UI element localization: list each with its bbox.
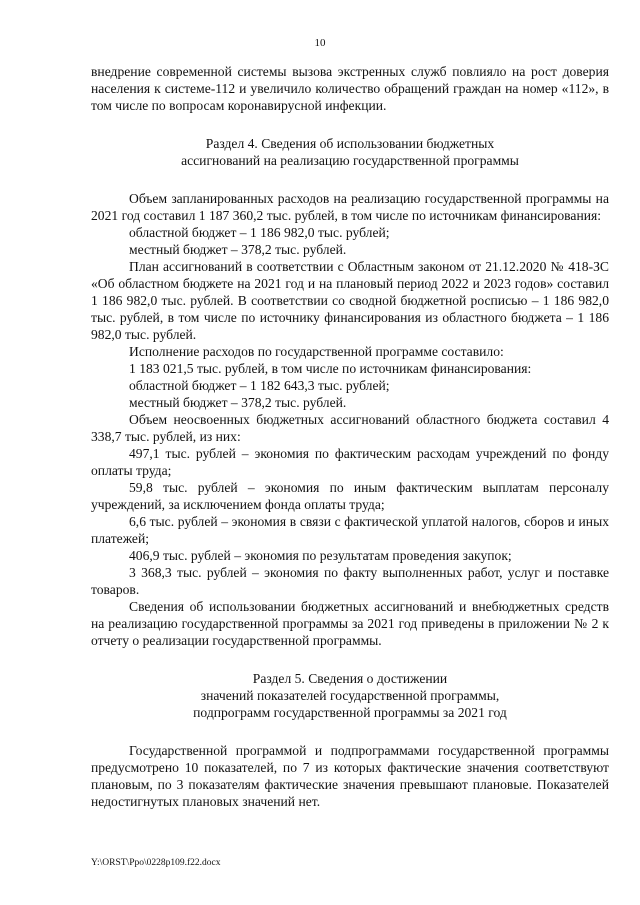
paragraph: областной бюджет – 1 186 982,0 тыс. рублей; <box>129 225 390 240</box>
section-4-title-line-1: Раздел 4. Сведения об использовании бюджетных <box>205 136 495 151</box>
paragraph: 497,1 тыс. рублей – экономия по фактическим расходам учреждений по фонду оплаты труда; <box>91 446 609 478</box>
paragraph: Сведения об использовании бюджетных ассигнований и внебюджетных средств на реализацию государственной программы за 2021 год приведены в приложении № 2 к отчету о реализации государственной программы. <box>91 599 609 648</box>
paragraph: Государственной программой и подпрограммами государственной программы предусмотрено 10 показателей, по 7 из которых фактические значения соответствуют плановым, по 3 показателям фактические значения превышают плановые. Показателей недостигнутых плановых значений нет. <box>91 743 609 809</box>
paragraph: 3 368,3 тыс. рублей – экономия по факту выполненных работ, услуг и поставке товаров. <box>91 565 609 597</box>
paragraph: местный бюджет – 378,2 тыс. рублей. <box>129 395 347 410</box>
paragraph: Объем запланированных расходов на реализацию государственной программы на 2021 год составил 1 187 360,2 тыс. рублей, в том числе по источникам финансирования: <box>91 191 609 223</box>
paragraph: местный бюджет – 378,2 тыс. рублей. <box>129 242 347 257</box>
section-5-title-line-2: значений показателей государственной программы, <box>200 688 500 703</box>
section-4-title-line-2: ассигнований на реализацию государственной программы <box>181 153 519 168</box>
paragraph-intro: внедрение современной системы вызова экстренных служб повлияло на рост доверия населения к системе-112 и увеличило количество обращений граждан на номер «112», в том числе по вопросам коронавирусной инфекции. <box>91 64 609 113</box>
file-path-footer: Y:\ORST\Ppo\0228p109.f22.docx <box>91 858 221 868</box>
paragraph: Объем неосвоенных бюджетных ассигнований областного бюджета составил 4 338,7 тыс. рублей, из них: <box>91 412 609 444</box>
paragraph: областной бюджет – 1 182 643,3 тыс. рублей; <box>129 378 390 393</box>
section-5-title-line-1: Раздел 5. Сведения о достижении <box>252 671 448 686</box>
paragraph: 6,6 тыс. рублей – экономия в связи с фактической уплатой налогов, сборов и иных платежей; <box>91 514 609 546</box>
paragraph: План ассигнований в соответствии с Областным законом от 21.12.2020 № 418-ЗС «Об областном бюджете на 2021 год и на плановый период 2022 и 2023 годов» составил 1 186 982,0 тыс. рублей. В соответствии со сводной бюджетной росписью – 1 186 982,0 тыс. рублей, в том числе по источнику финансирования из областного бюджета – 1 186 982,0 тыс. рублей. <box>91 259 609 342</box>
document-body <box>91 63 609 810</box>
paragraph: 1 183 021,5 тыс. рублей, в том числе по источникам финансирования: <box>129 361 532 376</box>
paragraph: 406,9 тыс. рублей – экономия по результатам проведения закупок; <box>129 548 512 563</box>
page-number: 10 <box>314 37 326 49</box>
paragraph: 59,8 тыс. рублей – экономия по иным фактическим выплатам персоналу учреждений, за исключением фонда оплаты труда; <box>91 480 609 512</box>
section-5-title-line-3: подпрограмм государственной программы за 2021 год <box>193 705 507 720</box>
paragraph: Исполнение расходов по государственной программе составило: <box>129 344 504 359</box>
